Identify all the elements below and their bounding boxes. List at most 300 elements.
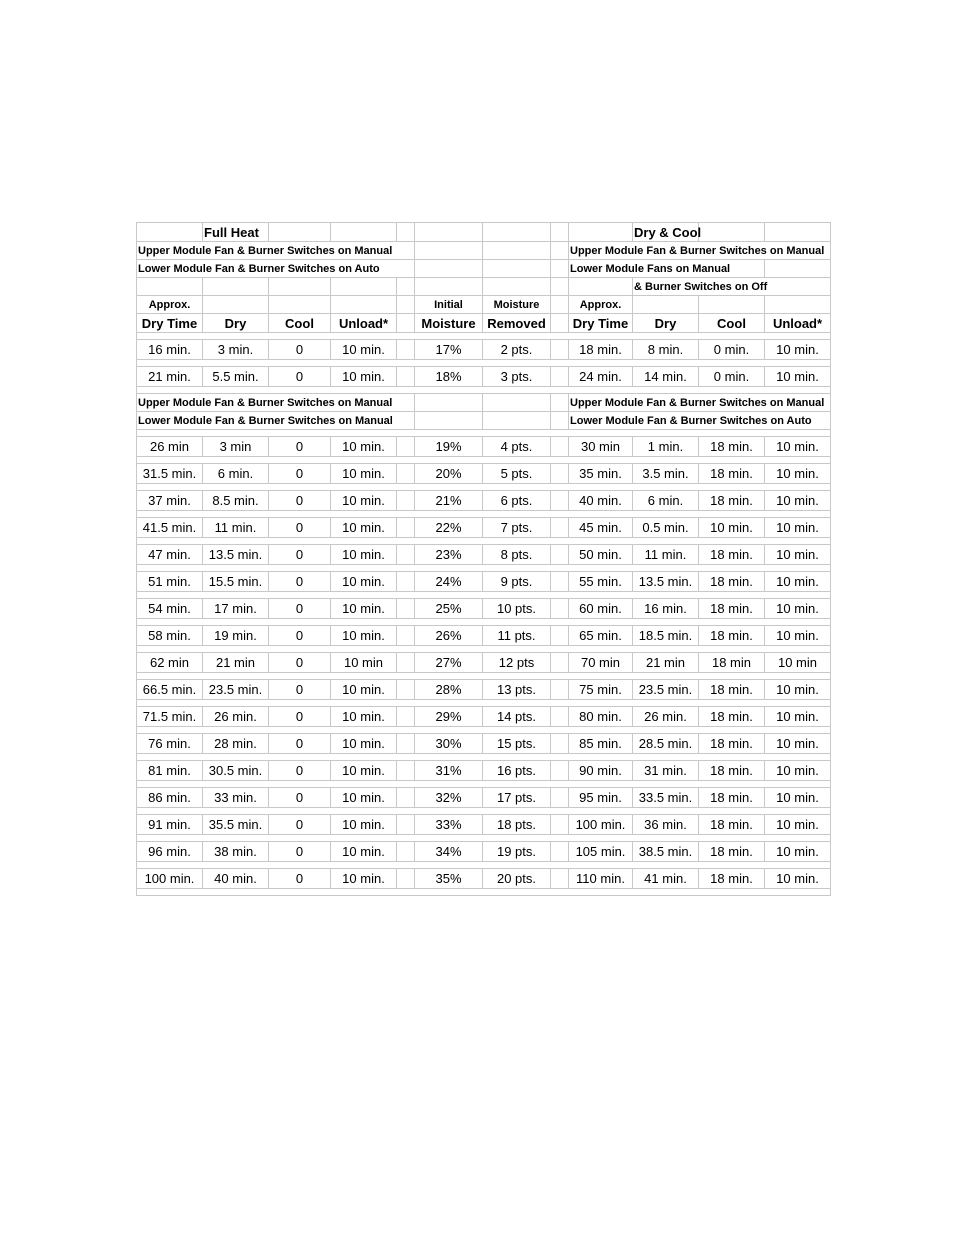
table-cell: 0 — [269, 680, 331, 700]
table-cell: 90 min. — [569, 761, 633, 781]
table-cell: 16 min. — [633, 599, 699, 619]
table-cell: 26 min. — [633, 707, 699, 727]
table-cell: 62 min — [137, 653, 203, 673]
table-row — [137, 842, 831, 862]
table-cell: 18 min. — [699, 680, 765, 700]
table-cell: 10 min. — [765, 707, 831, 727]
table-cell: 32% — [415, 788, 483, 808]
cell — [633, 296, 699, 314]
cell — [415, 242, 483, 260]
table-cell: 10 min. — [765, 491, 831, 511]
table-cell: 10 min. — [331, 464, 397, 484]
table-cell: 10 min. — [765, 788, 831, 808]
table-row — [137, 653, 831, 673]
section2-left-line1: Upper Module Fan & Burner Switches on Manual — [137, 394, 415, 412]
table-cell: 2 pts. — [483, 340, 551, 360]
table-cell: 8 pts. — [483, 545, 551, 565]
table-row — [137, 599, 831, 619]
cell — [483, 278, 551, 296]
table-cell: 10 min. — [765, 734, 831, 754]
table-cell: 23.5 min. — [203, 680, 269, 700]
cell — [551, 842, 569, 862]
section1-right-line3: & Burner Switches on Off — [633, 278, 831, 296]
table-cell: 10 min. — [331, 491, 397, 511]
table-row — [137, 572, 831, 592]
table-cell: 10 min. — [331, 707, 397, 727]
table-cell: 0 — [269, 545, 331, 565]
cell — [551, 464, 569, 484]
spacer-row — [137, 754, 831, 761]
cell — [551, 296, 569, 314]
table-cell: 6 min. — [203, 464, 269, 484]
table-cell: 20% — [415, 464, 483, 484]
cell — [415, 223, 483, 242]
table-cell: 18 min. — [699, 545, 765, 565]
header-unload-right: Unload* — [765, 314, 831, 333]
cell — [331, 296, 397, 314]
table-cell: 18 min. — [699, 869, 765, 889]
cell — [551, 599, 569, 619]
spacer-row — [137, 835, 831, 842]
table-cell: 16 min. — [137, 340, 203, 360]
drying-time-table — [136, 222, 831, 896]
table-cell: 21 min — [633, 653, 699, 673]
table-cell: 18% — [415, 367, 483, 387]
table-cell: 0.5 min. — [633, 518, 699, 538]
table-cell: 21% — [415, 491, 483, 511]
cell — [397, 491, 415, 511]
spacer-row — [137, 862, 831, 869]
cell — [203, 296, 269, 314]
table-cell: 28.5 min. — [633, 734, 699, 754]
section1-right-line1: Upper Module Fan & Burner Switches on Manual — [569, 242, 831, 260]
table-cell: 31% — [415, 761, 483, 781]
section1-left-line2: Lower Module Fan & Burner Switches on Auto — [137, 260, 415, 278]
cell — [551, 761, 569, 781]
table-cell: 0 — [269, 815, 331, 835]
cell — [569, 223, 633, 242]
table-cell: 18 min. — [699, 491, 765, 511]
cell — [397, 626, 415, 646]
table-cell: 0 — [269, 464, 331, 484]
header-dry: Dry — [203, 314, 269, 333]
table-cell: 16 pts. — [483, 761, 551, 781]
cell — [551, 367, 569, 387]
spacer-row — [137, 592, 831, 599]
table-cell: 18 min. — [699, 464, 765, 484]
spacer-row — [137, 619, 831, 626]
spacer-row — [137, 387, 831, 394]
table-cell: 80 min. — [569, 707, 633, 727]
table-cell: 24 min. — [569, 367, 633, 387]
cell — [397, 572, 415, 592]
table-cell: 40 min. — [203, 869, 269, 889]
cell — [765, 223, 831, 242]
cell — [551, 626, 569, 646]
table-cell: 18 min. — [699, 761, 765, 781]
cell — [269, 278, 331, 296]
table-cell: 10 min. — [331, 788, 397, 808]
cell — [397, 680, 415, 700]
table-cell: 10 min — [765, 653, 831, 673]
table-cell: 10 min. — [765, 869, 831, 889]
table-cell: 10 min. — [331, 367, 397, 387]
table-cell: 91 min. — [137, 815, 203, 835]
header-dry-time: Dry Time — [137, 314, 203, 333]
table-cell: 0 — [269, 367, 331, 387]
table-cell: 24% — [415, 572, 483, 592]
header-approx: Approx. — [137, 296, 203, 314]
cell — [397, 788, 415, 808]
table-cell: 4 pts. — [483, 437, 551, 457]
table-cell: 7 pts. — [483, 518, 551, 538]
table-cell: 11 min. — [203, 518, 269, 538]
table-cell: 18 min. — [699, 788, 765, 808]
spacer-row — [137, 889, 831, 896]
table-cell: 10 min. — [331, 734, 397, 754]
table-cell: 70 min — [569, 653, 633, 673]
header-moisture: Moisture — [415, 314, 483, 333]
table-cell: 71.5 min. — [137, 707, 203, 727]
table-cell: 41 min. — [633, 869, 699, 889]
cell — [551, 788, 569, 808]
table-cell: 30 min — [569, 437, 633, 457]
table-cell: 11 min. — [633, 545, 699, 565]
cell — [551, 518, 569, 538]
cell — [551, 707, 569, 727]
table-row — [137, 761, 831, 781]
table-cell: 0 — [269, 788, 331, 808]
table-cell: 10 min. — [765, 367, 831, 387]
table-row — [137, 788, 831, 808]
cell — [551, 680, 569, 700]
table-cell: 15 pts. — [483, 734, 551, 754]
table-cell: 10 min. — [331, 815, 397, 835]
table-cell: 23.5 min. — [633, 680, 699, 700]
table-cell: 12 pts — [483, 653, 551, 673]
cell — [551, 653, 569, 673]
cell — [551, 260, 569, 278]
table-cell: 10 min. — [331, 340, 397, 360]
spacer-row — [137, 430, 831, 437]
table-cell: 21 min — [203, 653, 269, 673]
table-cell: 10 min. — [331, 842, 397, 862]
table-cell: 0 — [269, 707, 331, 727]
table-cell: 10 min. — [765, 815, 831, 835]
spacer-row — [137, 457, 831, 464]
table-cell: 0 — [269, 734, 331, 754]
header-moisture-top: Moisture — [483, 296, 551, 314]
table-cell: 18 min. — [699, 734, 765, 754]
table-cell: 41.5 min. — [137, 518, 203, 538]
table-cell: 18 min. — [699, 572, 765, 592]
table-cell: 10 min. — [699, 518, 765, 538]
table-cell: 26 min — [137, 437, 203, 457]
table-cell: 10 min. — [331, 869, 397, 889]
spacer-row — [137, 808, 831, 815]
table-cell: 85 min. — [569, 734, 633, 754]
cell — [203, 278, 269, 296]
section2-right-line1: Upper Module Fan & Burner Switches on Manual — [569, 394, 831, 412]
table-row — [137, 680, 831, 700]
cell — [397, 545, 415, 565]
cell — [415, 278, 483, 296]
table-cell: 81 min. — [137, 761, 203, 781]
table-cell: 0 — [269, 518, 331, 538]
table-cell: 10 min. — [765, 842, 831, 862]
table-cell: 10 min — [331, 653, 397, 673]
table-cell: 0 — [269, 761, 331, 781]
table-cell: 10 min. — [331, 437, 397, 457]
table-cell: 10 min. — [331, 761, 397, 781]
table-cell: 40 min. — [569, 491, 633, 511]
cell — [483, 242, 551, 260]
table-cell: 10 min. — [765, 680, 831, 700]
table-cell: 10 min. — [765, 626, 831, 646]
table-cell: 55 min. — [569, 572, 633, 592]
header-initial: Initial — [415, 296, 483, 314]
table-row — [137, 869, 831, 889]
cell — [269, 296, 331, 314]
table-cell: 9 pts. — [483, 572, 551, 592]
cell — [331, 223, 397, 242]
cell — [397, 653, 415, 673]
header-cool: Cool — [269, 314, 331, 333]
cell — [397, 734, 415, 754]
table-cell: 10 min. — [331, 599, 397, 619]
cell — [699, 296, 765, 314]
spacer-row — [137, 646, 831, 653]
cell — [415, 260, 483, 278]
table-cell: 36 min. — [633, 815, 699, 835]
header-dry-right: Dry — [633, 314, 699, 333]
spacer-row — [137, 781, 831, 788]
dry-cool-title: Dry & Cool — [634, 224, 702, 240]
table-cell: 13 pts. — [483, 680, 551, 700]
table-cell: 10 pts. — [483, 599, 551, 619]
table-cell: 10 min. — [331, 518, 397, 538]
table-cell: 22% — [415, 518, 483, 538]
cell — [397, 296, 415, 314]
table-cell: 18 min — [699, 653, 765, 673]
table-cell: 27% — [415, 653, 483, 673]
table-cell: 76 min. — [137, 734, 203, 754]
table-cell: 3 min — [203, 437, 269, 457]
table-cell: 0 min. — [699, 340, 765, 360]
table-cell: 96 min. — [137, 842, 203, 862]
table-cell: 19 min. — [203, 626, 269, 646]
spacer-row — [137, 673, 831, 680]
table-cell: 10 min. — [331, 572, 397, 592]
table-cell: 0 — [269, 340, 331, 360]
table-cell: 10 min. — [331, 545, 397, 565]
cell — [415, 394, 483, 412]
table-cell: 6 min. — [633, 491, 699, 511]
cell — [483, 223, 551, 242]
table-cell: 20 pts. — [483, 869, 551, 889]
table-row — [137, 734, 831, 754]
table-cell: 5 pts. — [483, 464, 551, 484]
table-row — [137, 491, 831, 511]
table-cell: 10 min. — [765, 464, 831, 484]
table-cell: 18 min. — [699, 707, 765, 727]
table-cell: 75 min. — [569, 680, 633, 700]
cell — [765, 296, 831, 314]
table-cell: 35 min. — [569, 464, 633, 484]
cell — [397, 223, 415, 242]
header-removed: Removed — [483, 314, 551, 333]
table-row — [137, 518, 831, 538]
cell — [269, 223, 331, 242]
header-dry-time-right: Dry Time — [569, 314, 633, 333]
cell — [551, 340, 569, 360]
table-row — [137, 815, 831, 835]
table-cell: 18.5 min. — [633, 626, 699, 646]
cell — [397, 518, 415, 538]
table-cell: 10 min. — [765, 518, 831, 538]
table-cell: 28 min. — [203, 734, 269, 754]
cell — [397, 761, 415, 781]
table-cell: 33 min. — [203, 788, 269, 808]
table-cell: 10 min. — [765, 761, 831, 781]
cell — [331, 278, 397, 296]
table-cell: 18 pts. — [483, 815, 551, 835]
section2-right-line2: Lower Module Fan & Burner Switches on Auto — [569, 412, 831, 430]
table-cell: 14 min. — [633, 367, 699, 387]
table-cell: 65 min. — [569, 626, 633, 646]
spacer-row — [137, 360, 831, 367]
cell — [397, 707, 415, 727]
table-cell: 14 pts. — [483, 707, 551, 727]
cell — [397, 367, 415, 387]
table-cell: 58 min. — [137, 626, 203, 646]
table-cell: 45 min. — [569, 518, 633, 538]
table-cell: 0 — [269, 626, 331, 646]
table-cell: 60 min. — [569, 599, 633, 619]
table-cell: 10 min. — [765, 545, 831, 565]
table-cell: 3 pts. — [483, 367, 551, 387]
table-cell: 8 min. — [633, 340, 699, 360]
table-cell: 38 min. — [203, 842, 269, 862]
table-cell: 51 min. — [137, 572, 203, 592]
table-cell: 54 min. — [137, 599, 203, 619]
table-cell: 100 min. — [569, 815, 633, 835]
spacer-row — [137, 484, 831, 491]
table-cell: 34% — [415, 842, 483, 862]
table-cell: 19 pts. — [483, 842, 551, 862]
table-cell: 50 min. — [569, 545, 633, 565]
table-cell: 0 — [269, 599, 331, 619]
table-cell: 11 pts. — [483, 626, 551, 646]
table-cell: 29% — [415, 707, 483, 727]
table-cell: 10 min. — [765, 572, 831, 592]
table-cell: 26 min. — [203, 707, 269, 727]
cell — [551, 437, 569, 457]
cell — [551, 394, 569, 412]
table-cell: 18 min. — [699, 626, 765, 646]
table-cell: 17% — [415, 340, 483, 360]
cell — [137, 223, 203, 242]
cell — [551, 734, 569, 754]
cell — [551, 242, 569, 260]
cell — [397, 599, 415, 619]
cell — [551, 223, 569, 242]
spacer-row — [137, 700, 831, 707]
cell — [137, 278, 203, 296]
cell — [397, 278, 415, 296]
table-cell: 38.5 min. — [633, 842, 699, 862]
cell — [551, 314, 569, 333]
table-cell: 100 min. — [137, 869, 203, 889]
table-cell: 95 min. — [569, 788, 633, 808]
cell — [397, 314, 415, 333]
cell — [397, 842, 415, 862]
table-cell: 3 min. — [203, 340, 269, 360]
table-cell: 10 min. — [765, 437, 831, 457]
spacer-row — [137, 511, 831, 518]
table-cell: 0 — [269, 491, 331, 511]
table-cell: 6 pts. — [483, 491, 551, 511]
table-cell: 18 min. — [699, 815, 765, 835]
table-cell: 0 min. — [699, 367, 765, 387]
table-cell: 18 min. — [699, 437, 765, 457]
table-row — [137, 464, 831, 484]
section2-left-line2: Lower Module Fan & Burner Switches on Manual — [137, 412, 415, 430]
table-cell: 0 — [269, 842, 331, 862]
table-cell: 35% — [415, 869, 483, 889]
table-cell: 110 min. — [569, 869, 633, 889]
header-cool-right: Cool — [699, 314, 765, 333]
cell — [551, 545, 569, 565]
table-cell: 18 min. — [699, 842, 765, 862]
table-cell: 17 min. — [203, 599, 269, 619]
table-cell: 18 min. — [569, 340, 633, 360]
table-cell: 0 — [269, 653, 331, 673]
table-cell: 8.5 min. — [203, 491, 269, 511]
table-cell: 5.5 min. — [203, 367, 269, 387]
table-cell: 13.5 min. — [203, 545, 269, 565]
table-cell: 26% — [415, 626, 483, 646]
table-cell: 1 min. — [633, 437, 699, 457]
spacer-row — [137, 333, 831, 340]
table-cell: 105 min. — [569, 842, 633, 862]
cell — [483, 412, 551, 430]
cell — [551, 869, 569, 889]
section1-right-line2: Lower Module Fans on Manual — [569, 260, 765, 278]
spacer-row — [137, 538, 831, 545]
full-heat-title: Full Heat — [203, 223, 269, 242]
table-cell: 47 min. — [137, 545, 203, 565]
table-cell: 21 min. — [137, 367, 203, 387]
table-row — [137, 437, 831, 457]
table-cell: 17 pts. — [483, 788, 551, 808]
table-row — [137, 545, 831, 565]
table-cell: 19% — [415, 437, 483, 457]
section1-left-line1: Upper Module Fan & Burner Switches on Manual — [137, 242, 415, 260]
table-cell: 33.5 min. — [633, 788, 699, 808]
table-cell: 66.5 min. — [137, 680, 203, 700]
table-cell: 15.5 min. — [203, 572, 269, 592]
cell — [397, 464, 415, 484]
spacer-row — [137, 565, 831, 572]
table-cell: 31.5 min. — [137, 464, 203, 484]
cell — [551, 491, 569, 511]
table-row — [137, 707, 831, 727]
cell — [551, 278, 569, 296]
spacer-row — [137, 727, 831, 734]
table-cell: 35.5 min. — [203, 815, 269, 835]
table-cell: 23% — [415, 545, 483, 565]
